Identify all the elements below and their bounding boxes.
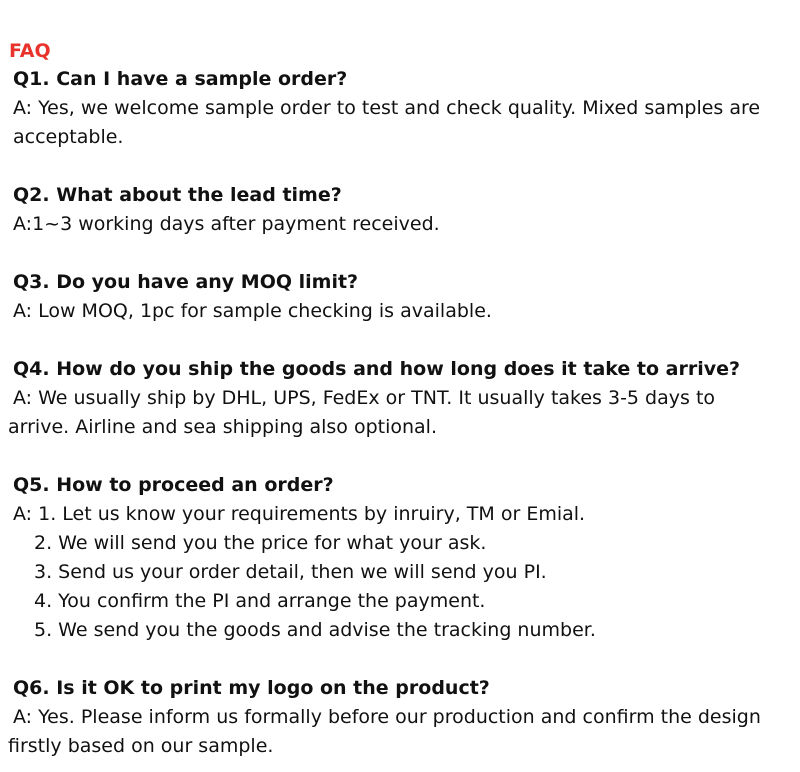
faq-answer-6-line-2: firstly based on our sample.: [8, 735, 274, 757]
faq-answer-5-step-2: 2. We will send you the price for what your ask.: [34, 532, 487, 554]
faq-answer-6-line-1: A: Yes. Please inform us formally before our production and confirm the design: [13, 706, 761, 728]
faq-question-3: Q3. Do you have any MOQ limit?: [13, 271, 359, 293]
faq-answer-5-line-1: A: 1. Let us know your requirements by inruiry, TM or Emial.: [13, 503, 586, 525]
faq-answer-1-line-2: acceptable.: [13, 126, 124, 148]
faq-question-5: Q5. How to proceed an order?: [13, 474, 334, 496]
faq-answer-5-step-4: 4. You confirm the PI and arrange the payment.: [34, 590, 486, 612]
faq-answer-4-line-1: A: We usually ship by DHL, UPS, FedEx or TNT. It usually takes 3-5 days to: [13, 387, 716, 409]
faq-answer-5-step-3: 3. Send us your order detail, then we will send you PI.: [34, 561, 547, 583]
faq-answer-5-step-5: 5. We send you the goods and advise the tracking number.: [34, 619, 596, 641]
faq-question-4: Q4. How do you ship the goods and how long does it take to arrive?: [13, 358, 741, 380]
faq-question-1: Q1. Can I have a sample order?: [13, 68, 348, 90]
faq-answer-3-line-1: A: Low MOQ, 1pc for sample checking is available.: [13, 300, 492, 322]
faq-question-6: Q6. Is it OK to print my logo on the product?: [13, 677, 490, 699]
faq-answer-1-line-1: A: Yes, we welcome sample order to test and check quality. Mixed samples are: [13, 97, 761, 119]
faq-answer-2-line-1: A:1~3 working days after payment received.: [13, 213, 440, 235]
faq-answer-4-line-2: arrive. Airline and sea shipping also optional.: [8, 416, 437, 438]
faq-heading: FAQ: [9, 40, 51, 62]
faq-question-2: Q2. What about the lead time?: [13, 184, 342, 206]
